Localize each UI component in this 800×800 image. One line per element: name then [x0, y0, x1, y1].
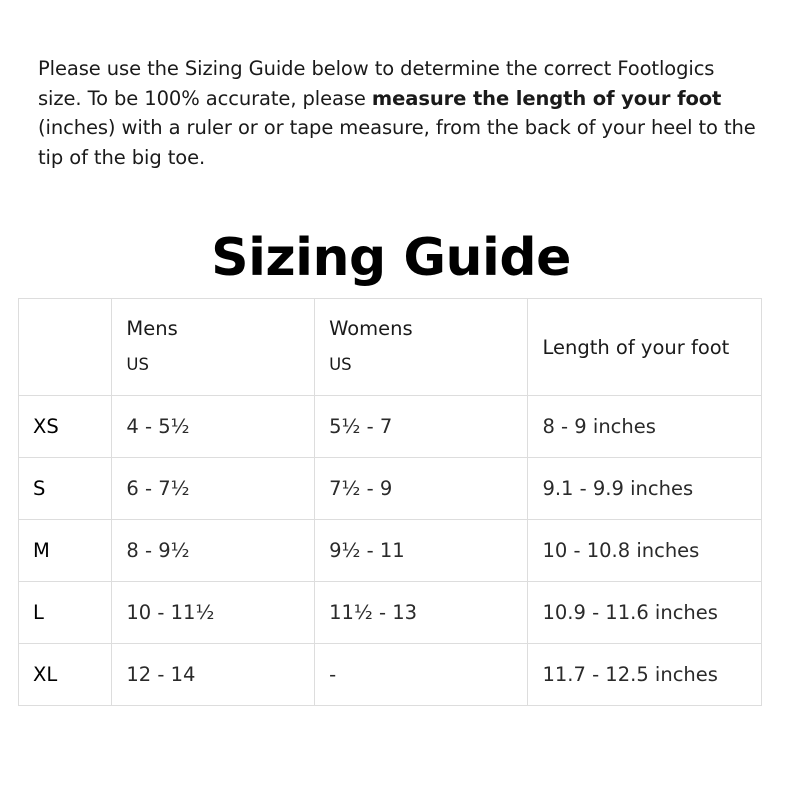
header-length-label: Length of your foot	[542, 335, 730, 359]
header-womens-sub: US	[329, 355, 352, 374]
size-label: M	[19, 520, 112, 582]
size-label: S	[19, 458, 112, 520]
header-womens	[315, 299, 528, 396]
header-mens-sub: US	[126, 355, 149, 374]
table-header-row	[19, 299, 762, 396]
table-row	[19, 520, 762, 582]
header-mens	[112, 299, 315, 396]
foot-length-cell: 9.1 - 9.9 inches	[528, 458, 762, 520]
header-length	[528, 299, 762, 396]
mens-size-cell: 12 - 14	[112, 644, 315, 706]
foot-length-cell: 10.9 - 11.6 inches	[528, 582, 762, 644]
sizing-table	[18, 298, 762, 706]
header-mens-label: Mens	[126, 317, 178, 340]
size-label: L	[19, 582, 112, 644]
foot-length-cell: 10 - 10.8 inches	[528, 520, 762, 582]
table-row	[19, 396, 762, 458]
intro-paragraph	[38, 54, 758, 172]
size-label: XL	[19, 644, 112, 706]
page-title: Sizing Guide	[211, 228, 571, 288]
mens-size-cell: 6 - 7½	[112, 458, 315, 520]
size-label: XS	[19, 396, 112, 458]
header-empty-cell	[19, 299, 112, 396]
intro-text-bold: measure the length of your foot	[371, 86, 722, 110]
table-row	[19, 458, 762, 520]
womens-size-cell: 11½ - 13	[315, 582, 528, 644]
womens-size-cell: 7½ - 9	[315, 458, 528, 520]
womens-size-cell: -	[315, 644, 528, 706]
intro-text-start: Please use the Sizing Guide below to determine the correct Footlogics size. To be 100% accurate, please	[38, 57, 715, 110]
womens-size-cell: 5½ - 7	[315, 396, 528, 458]
foot-length-cell: 8 - 9 inches	[528, 396, 762, 458]
intro-text-end: (inches) with a ruler or or tape measure, from the back of your heel to the tip of the big toe.	[38, 116, 756, 169]
mens-size-cell: 8 - 9½	[112, 520, 315, 582]
table-row	[19, 582, 762, 644]
womens-size-cell: 9½ - 11	[315, 520, 528, 582]
table-row	[19, 644, 762, 706]
foot-length-cell: 11.7 - 12.5 inches	[528, 644, 762, 706]
header-womens-label: Womens	[329, 317, 413, 340]
mens-size-cell: 4 - 5½	[112, 396, 315, 458]
mens-size-cell: 10 - 11½	[112, 582, 315, 644]
